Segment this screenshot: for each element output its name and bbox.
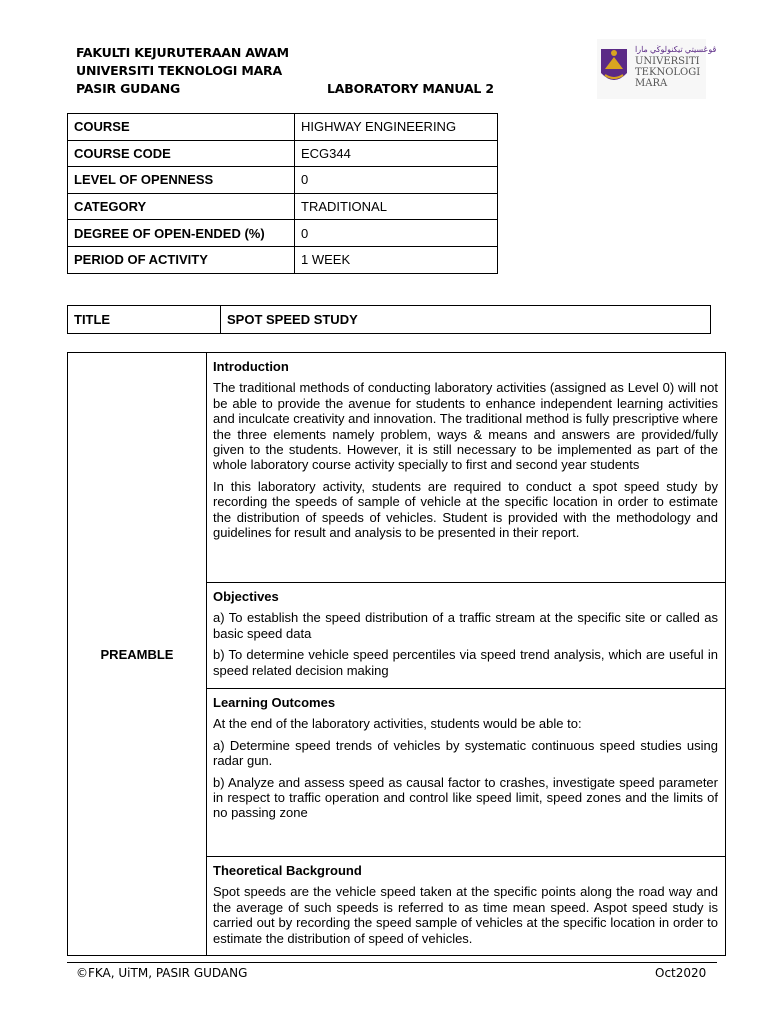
footer-date: Oct2020 — [655, 966, 707, 980]
title-table — [67, 305, 711, 334]
course-info-row — [68, 220, 498, 247]
learning-outcome-b: b) Analyze and assess speed as causal factor to crashes, investigate speed parameter in respect to traffic operation and control like speed limit, speed zones and the limits of no passing zone — [213, 774, 718, 821]
course-info-row — [68, 167, 498, 194]
theoretical-background-section — [207, 857, 726, 956]
course-info-label: COURSE — [68, 114, 295, 141]
introduction-paragraph-1: The traditional methods of conducting laboratory activities (assigned as Level 0) will not be able to provide the avenue for students to enhance independent learning activities and inculcate creativity and innovation. The traditional method is fully prescriptive where the three elements namely problem, ways & means and answers are provided/fully given to the students. However, it is still necessary to be implemented as part of the whole laboratory course activity specially to first and second year students — [213, 380, 718, 473]
manual-title: LABORATORY MANUAL 2 — [327, 81, 494, 96]
course-info-label: PERIOD OF ACTIVITY — [68, 246, 295, 273]
campus-name: PASIR GUDANG — [76, 81, 181, 96]
footer-divider — [67, 962, 717, 963]
objectives-heading: Objectives — [213, 589, 279, 604]
course-info-row — [68, 246, 498, 273]
course-info-value: ECG344 — [295, 140, 498, 167]
course-info-value: TRADITIONAL — [295, 193, 498, 220]
objective-b: b) To determine vehicle speed percentiles via speed trend analysis, which are useful in speed related decision making — [213, 647, 718, 678]
course-info-row — [68, 114, 498, 141]
course-info-label: DEGREE OF OPEN-ENDED (%) — [68, 220, 295, 247]
faculty-name: FAKULTI KEJURUTERAAN AWAM — [76, 45, 289, 60]
learning-outcomes-heading: Learning Outcomes — [213, 695, 336, 710]
learning-outcome-a: a) Determine speed trends of vehicles by systematic continuous speed studies using radar gun. — [213, 737, 718, 769]
title-value: SPOT SPEED STUDY — [221, 306, 711, 334]
preamble-label: PREAMBLE — [68, 353, 207, 956]
course-info-label: LEVEL OF OPENNESS — [68, 167, 295, 194]
course-info-value: 0 — [295, 220, 498, 247]
theoretical-background-paragraph: Spot speeds are the vehicle speed taken at the specific points along the road way and the average of such speeds is referred to as time mean speed. Aspot speed study is carried out by recording the speed sample of vehicles at the specific location in order to estimate the distribution of speed of vehicles. — [213, 884, 718, 946]
learning-outcomes-section — [207, 689, 726, 857]
learning-outcomes-intro: At the end of the laboratory activities, students would be able to: — [213, 716, 582, 732]
course-info-label: CATEGORY — [68, 193, 295, 220]
theoretical-background-heading: Theoretical Background — [213, 863, 362, 878]
course-info-label: COURSE CODE — [68, 140, 295, 167]
course-info-value: HIGHWAY ENGINEERING — [295, 114, 498, 141]
uitm-logo — [597, 39, 717, 99]
course-info-row — [68, 193, 498, 220]
title-row — [68, 306, 711, 334]
introduction-heading: Introduction — [213, 359, 289, 374]
introduction-section — [207, 353, 726, 583]
title-label: TITLE — [68, 306, 221, 334]
introduction-paragraph-2: In this laboratory activity, students are required to conduct a spot speed study by recording the speeds of sample of vehicle at the specific location in order to estimate the distribution of speeds of vehicles. Student is provided with the methodology and guidelines for result and analysis to be presented in their report. — [213, 478, 718, 541]
logo-jawi-text: ڤوڠسيتي تيكنولوڬي مارا — [635, 45, 717, 54]
preamble-table — [67, 352, 726, 956]
logo-name: UNIVERSITI TEKNOLOGI MARA — [635, 56, 701, 89]
objectives-section — [207, 583, 726, 689]
course-info-value: 1 WEEK — [295, 246, 498, 273]
course-info-table — [67, 113, 498, 274]
footer-copyright: ©FKA, UiTM, PASIR GUDANG — [76, 966, 248, 980]
course-info-value: 0 — [295, 167, 498, 194]
objective-a: a) To establish the speed distribution of a traffic stream at the specific site or called as basic speed data — [213, 610, 718, 641]
university-name: UNIVERSITI TEKNOLOGI MARA — [76, 63, 282, 78]
course-info-row — [68, 140, 498, 167]
